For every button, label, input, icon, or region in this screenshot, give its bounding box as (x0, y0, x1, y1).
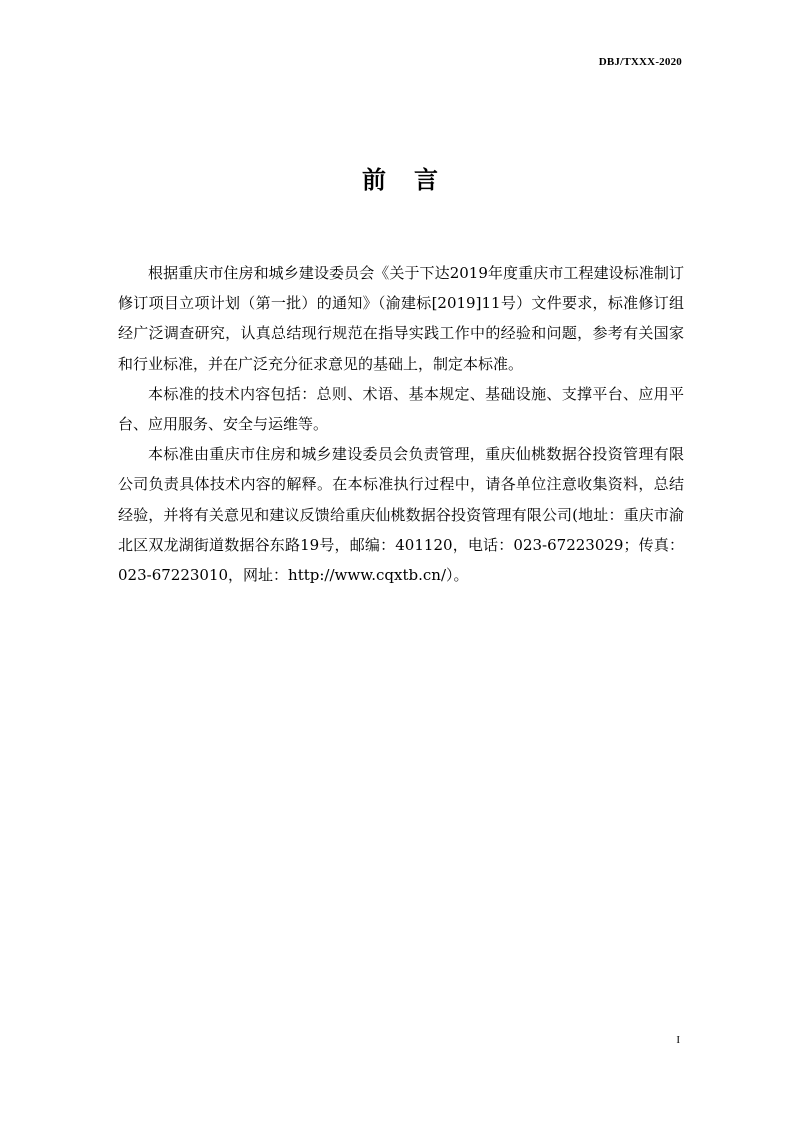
paragraph-management: 本标准由重庆市住房和城乡建设委员会负责管理，重庆仙桃数据谷投资管理有限公司负责具体技术内容的解释。在本标准执行过程中，请各单位注意收集资料，总结经验，并将有关意见和建议反馈给重庆仙桃数据谷投资管理有限公司(地址：重庆市渝北区双龙湖街道数据谷东路19号，邮编：401120，电话：023-67223029；传真：023-67223010，网址：http://www.cqxtb.cn/）。 (118, 445, 684, 585)
document-code: DBJ/TXXX-2020 (598, 56, 682, 68)
page-title: 前言 (362, 166, 466, 194)
paragraph-contents: 本标准的技术内容包括：总则、术语、基本规定、基础设施、支撑平台、应用平台、应用服务、安全与运维等。 (118, 384, 684, 434)
paragraph-background: 根据重庆市住房和城乡建设委员会《关于下达2019年度重庆市工程建设标准制订修订项目立项计划（第一批）的通知》（渝建标[2019]11号）文件要求，标准修订组经广泛调查研究，认真总结现行规范在指导实践工作中的经验和问题，参考有关国家和行业标准，并在广泛充分征求意见的基础上，制定本标准。 (118, 264, 684, 373)
document-body (118, 258, 684, 590)
page-number: I (676, 1034, 680, 1046)
